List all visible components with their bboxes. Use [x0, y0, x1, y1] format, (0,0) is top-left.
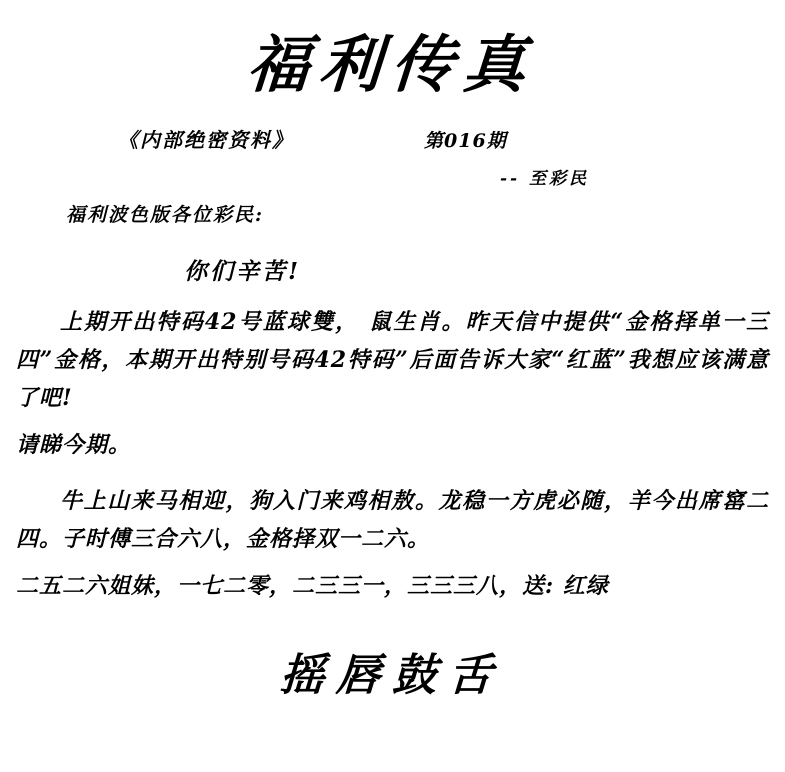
body-paragraph-2: 请睇今期。: [16, 432, 132, 459]
document-subtitle: 《内部绝密资料》: [118, 128, 294, 152]
body-paragraph-1: 上期开出特码42号蓝球雙， 鼠生肖。昨天信中提供“金格择单一三四”金格，本期开出特别号码42特码”后面告诉大家“红蓝”我想应该满意了吧!: [16, 309, 769, 411]
issue-number: 第016期: [424, 130, 507, 152]
document-subheader: [0, 124, 785, 189]
dedication-line: -- 至彩民: [499, 169, 589, 189]
footer-slogan: 摇唇鼓舌: [278, 650, 506, 702]
salutation: 福利波色版各位彩民:: [66, 204, 265, 226]
page-title: 福利传真: [244, 28, 538, 101]
body-paragraph-3: 牛上山来马相迎，狗入门来鸡相敖。龙稳一方虎必随，羊今出席窰二四。子时傅三合六八，金格择双一二六。: [16, 488, 769, 552]
body-paragraph-4: 二五二六姐妹，一七二零，二三三一，三三三八，送: 红绿: [16, 573, 609, 600]
greeting: 你们辛苦!: [184, 258, 302, 285]
